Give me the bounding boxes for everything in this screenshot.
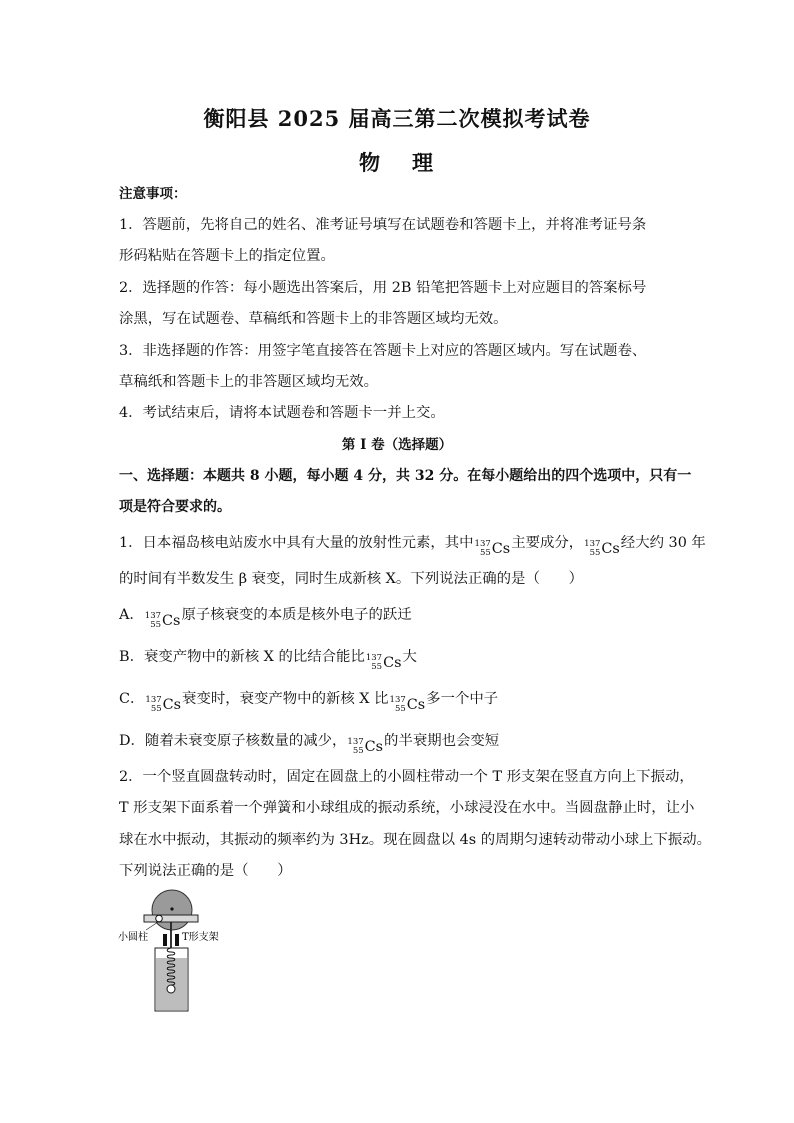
nuclide-cs137: 137 55 Cs: [389, 695, 426, 714]
q1-option-b[interactable]: B．衰变产物中的新核 X 的比结合能比 137 55 Cs大: [119, 649, 417, 672]
nuclide-cs137: 137 55 Cs: [474, 539, 511, 558]
volume-heading: 第 I 卷（选择题）: [341, 437, 453, 453]
notice-item-2-line-1: 2．选择题的作答：每小题选出答案后，用 2B 铅笔把答题卡上对应题目的答案标号: [119, 280, 647, 296]
q1-stem-line-1: 1．日本福岛核电站废水中具有大量的放射性元素，其中 137 55 Cs主要成分， 137 55 Cs经大约 30 年: [119, 535, 706, 558]
nuclide-cs137: 137 55 Cs: [365, 653, 402, 672]
guide-left: [163, 934, 167, 946]
subject-title: [0, 147, 794, 177]
q2-stem-line-1: 2．一个竖直圆盘转动时，固定在圆盘上的小圆柱带动一个 T 形支架在竖直方向上下振动，: [119, 769, 694, 785]
q2-stem-line-4: 下列说法正确的是（ ）: [119, 863, 292, 879]
notice-item-4: 4．考试结束后，请将本试题卷和答题卡一并上交。: [119, 405, 445, 421]
q2-stem-line-3: 球在水中振动，其振动的频率约为 3Hz。现在圆盘以 4s 的周期匀速转动带动小球上下振动。: [119, 832, 712, 848]
nuclide-cs137: 137 55 Cs: [347, 737, 384, 756]
nuclide-cs137: 137 55 Cs: [145, 695, 182, 714]
disk-center: [170, 907, 173, 910]
notice-item-1-line-1: 1．答题前，先将自己的姓名、准考证号填写在试题卷和答题卡上，并将准考证号条: [119, 217, 647, 233]
notice-item-1-line-2: 形码粘贴在答题卡上的指定位置。: [119, 248, 335, 264]
ball: [167, 985, 175, 993]
q1-stem-line-2: 的时间有半数发生 β 衰变，同时生成新核 X。下列说法正确的是（ ）: [119, 571, 584, 587]
subject-char-1: 物: [359, 150, 382, 175]
notice-item-3-line-2: 草稿纸和答题卡上的非答题区域均无效。: [119, 374, 379, 390]
q1-option-a[interactable]: A． 137 55 Cs原子核衰变的本质是核外电子的跃迁: [119, 607, 412, 630]
nuclide-cs137: 137 55 Cs: [144, 611, 181, 630]
label-t-frame: T形支架: [182, 932, 219, 943]
notice-heading: 注意事项：: [119, 186, 187, 202]
nuclide-cs137: 137 55 Cs: [584, 539, 620, 558]
q1-option-d[interactable]: D．随着未衰变原子核数量的减少， 137 55 Cs的半衰期也会变短: [119, 733, 500, 756]
water: [156, 958, 187, 1010]
part-instruction-line-1: 一、选择题：本题共 8 小题，每小题 4 分，共 32 分。在每小题给出的四个选项中，只有一: [119, 468, 692, 484]
q1-option-c[interactable]: C． 137 55 Cs衰变时，衰变产物中的新核 X 比 137 55 Cs多一个中子: [119, 691, 499, 714]
t-frame-slot: [144, 915, 198, 922]
q2-stem-line-2: T 形支架下面系着一个弹簧和小球组成的振动系统，小球浸没在水中。当圆盘静止时，让小: [119, 800, 695, 816]
guide-right: [175, 934, 179, 946]
notice-item-3-line-1: 3．非选择题的作答：用签字笔直接答在答题卡上对应的答题区域内。写在试题卷、: [119, 343, 647, 359]
oscillation-apparatus-figure: [116, 888, 236, 1013]
exam-title: 衡阳县 2025 届高三第二次模拟考试卷: [203, 106, 591, 131]
label-small-cylinder: 小圆柱: [118, 932, 148, 943]
notice-item-2-line-2: 涂黑，写在试题卷、草稿纸和答题卡上的非答题区域均无效。: [119, 311, 508, 327]
small-cylinder: [156, 915, 163, 922]
subject-char-2: 理: [412, 150, 435, 175]
part-instruction-line-2: 项是符合要求的。: [119, 499, 231, 515]
